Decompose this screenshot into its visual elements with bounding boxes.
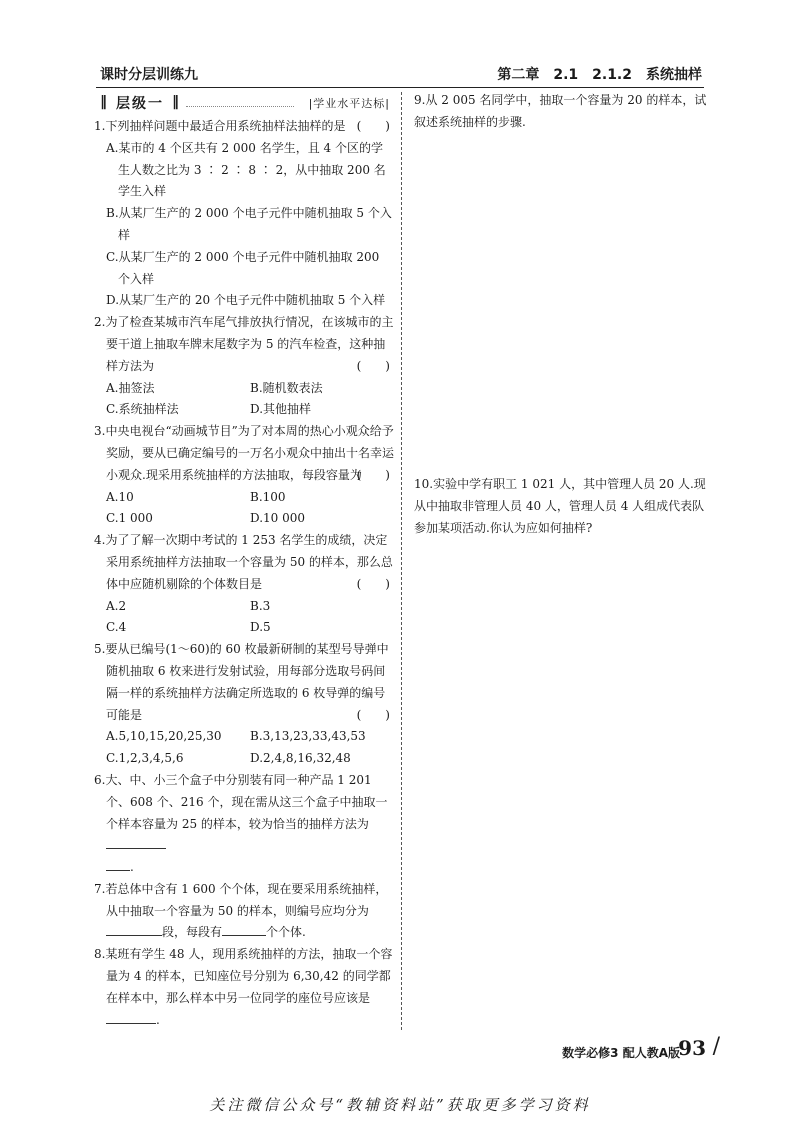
q6-answer-blank-cont[interactable]: [106, 858, 130, 871]
question-9: [414, 90, 714, 134]
q5-option-d: D.2,4,8,16,32,48: [250, 751, 351, 766]
q9-stem: 9.从 2 005 名同学中，抽取一个容量为 20 的样本，试叙述系统抽样的步骤.: [414, 93, 707, 129]
lesson-title: 课时分层训练九: [100, 67, 198, 83]
q5-option-c: C.1,2,3,4,5,6: [106, 751, 184, 766]
q3-option-b: B.100: [250, 489, 286, 504]
q6-end: .: [130, 860, 134, 875]
q3-option-c: C.1 000: [106, 511, 153, 526]
q6-answer-blank[interactable]: [106, 836, 166, 849]
q4-option-c: C.4: [106, 620, 127, 635]
level-tag: |学业水平达标|: [308, 97, 390, 110]
q1-option-a: A.某市的 4 个区共有 2 000 名学生，且 4 个区的学生人数之比为 3 ∶ 2 ∶ 8 ∶ 2，从中抽取 200 名学生入样: [106, 140, 386, 199]
question-7: [94, 879, 394, 944]
q2-option-d: D.其他抽样: [250, 402, 312, 417]
q1-answer-paren: ( ): [356, 119, 390, 133]
question-10: [414, 474, 714, 539]
question-5: [94, 639, 394, 770]
q2-option-c: C.系统抽样法: [106, 402, 179, 417]
q4-option-a: A.2: [106, 598, 127, 613]
level-bars-left: ‖: [100, 94, 107, 110]
q10-stem: 10.实验中学有职工 1 021 人，其中管理人员 20 人.现从中抽取非管理人员 40 人，管理人员 4 人组成代表队参加某项活动.你认为应如何抽样?: [414, 477, 706, 535]
q2-option-a: A.抽签法: [106, 380, 155, 395]
q8-answer-blank[interactable]: [106, 1011, 156, 1024]
q7-blank-segments[interactable]: [106, 923, 162, 936]
q4-option-d: D.5: [250, 620, 271, 635]
q5-answer-paren: ( ): [356, 707, 390, 722]
level-banner: [100, 93, 390, 113]
q3-answer-paren: ( ): [356, 467, 390, 482]
q8-end: .: [156, 1012, 160, 1027]
q4-answer-paren: ( ): [356, 576, 390, 591]
q2-stem: 2.为了检查某城市汽车尾气排放执行情况，在该城市的主要干道上抽取车牌末尾数字为 5 的汽车检查，这种抽样方法为: [94, 315, 394, 373]
page-slash: /: [712, 1034, 720, 1059]
level-dotted-leader: [186, 106, 294, 107]
question-1: [94, 116, 394, 312]
header-rule: [96, 87, 704, 88]
q3-option-d: D.10 000: [250, 511, 305, 526]
chapter-title: 第二章 2.1 2.1.2 系统抽样: [497, 67, 702, 83]
q7-end: 个个体.: [266, 925, 306, 940]
q3-option-a: A.10: [106, 489, 134, 504]
q1-option-b: B.从某厂生产的 2 000 个电子元件中随机抽取 5 个入样: [106, 206, 392, 242]
column-divider: [401, 92, 402, 1030]
level-title: 层级一: [116, 96, 164, 112]
q2-option-b: B.随机数表法: [250, 380, 323, 395]
q5-stem: 5.要从已编号(1～60)的 60 枚最新研制的某型号导弹中随机抽取 6 枚来进行发射试验，用每部分选取号码间隔一样的系统抽样方法确定所选取的 6 枚导弹的编号可能是: [94, 642, 389, 722]
q1-option-c: C.从某厂生产的 2 000 个电子元件中随机抽取 200 个入样: [106, 249, 380, 286]
q3-stem: 3.中央电视台“动画城节目”为了对本周的热心小观众给予奖励，要从已确定编号的一万名小观众中抽出十名幸运小观众.现采用系统抽样的方法抽取，每段容量为: [94, 424, 395, 482]
left-column: [94, 116, 394, 1031]
book-label: 数学必修3 配人教A版: [562, 1046, 680, 1060]
question-6: [94, 770, 394, 879]
q6-stem: 6.大、中、小三个盒子中分别装有同一种产品 1 201 个、608 个、216 个，现在需从这三个盒子中抽取一个样本容量为 25 的样本，较为恰当的抽样方法为: [94, 772, 388, 831]
q2-answer-paren: ( ): [356, 358, 390, 373]
question-2: [94, 312, 394, 421]
q7-stem: 7.若总体中含有 1 600 个个体，现在要采用系统抽样，从中抽取一个容量为 50 的样本，则编号应均分为: [94, 881, 388, 918]
q1-option-d: D.从某厂生产的 20 个电子元件中随机抽取 5 个入样: [106, 293, 386, 308]
q8-stem: 8.某班有学生 48 人，现用系统抽样的方法，抽取一个容量为 4 的样本，已知座位号分别为 6,30,42 的同学都在样本中，那么样本中另一位同学的座位号应该是: [94, 947, 393, 1005]
bottom-watermark-note: 关注微信公众号“教辅资料站”获取更多学习资料: [209, 1096, 591, 1114]
question-3: [94, 421, 394, 530]
q7-mid: 段，每段有: [162, 925, 223, 940]
page-number: 93: [678, 1036, 706, 1060]
question-4: [94, 530, 394, 639]
q1-stem: 1.下列抽样问题中最适合用系统抽样法抽样的是: [94, 119, 346, 133]
q5-option-a: A.5,10,15,20,25,30: [106, 729, 222, 744]
level-bars-right: ‖: [172, 94, 179, 110]
q4-stem: 4.为了了解一次期中考试的 1 253 名学生的成绩，决定采用系统抽样方法抽取一个容量为 50 的样本，那么总体中应随机剔除的个体数目是: [94, 533, 393, 591]
question-8: [94, 944, 394, 1031]
q5-option-b: B.3,13,23,33,43,53: [250, 729, 366, 744]
q7-blank-per-segment[interactable]: [222, 923, 266, 936]
q4-option-b: B.3: [250, 598, 271, 613]
